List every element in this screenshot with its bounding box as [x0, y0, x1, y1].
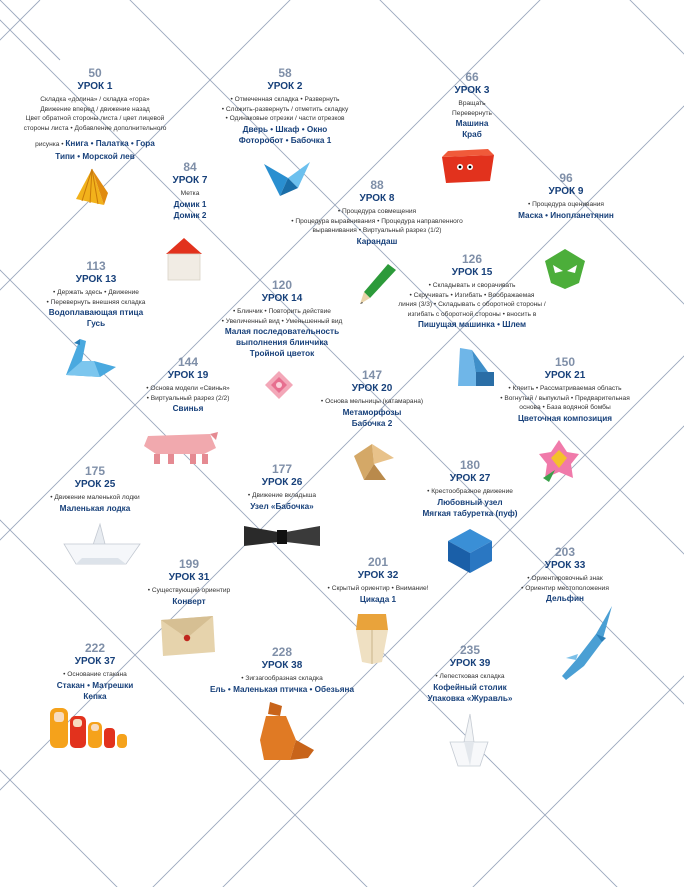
lesson-13	[47, 259, 146, 329]
nesting-dolls-figure	[48, 702, 130, 754]
lesson-20	[321, 368, 423, 429]
topic: • Крестообразное движение	[427, 488, 513, 495]
topic: стороны листа • Добавление дополнительного	[23, 124, 167, 132]
model-names: Фоторобот • Бабочка 1	[238, 135, 332, 145]
fan-figure	[70, 165, 114, 209]
lesson-title: УРОК 9	[548, 186, 584, 197]
lesson-19	[146, 355, 229, 414]
lesson-7	[173, 160, 208, 221]
cube-blue-figure	[446, 527, 494, 575]
model-names: Мягкая табуретка (пуф)	[422, 508, 518, 518]
topic: • Существующий ориентир	[147, 587, 231, 594]
cicada-figure	[352, 610, 392, 666]
topic: • Виртуальный разрез (2/2)	[146, 394, 230, 402]
model-names: Домик 2	[173, 210, 207, 220]
pencil-green-figure	[358, 262, 398, 306]
crab-red-figure	[438, 145, 498, 191]
model-names: Свинья	[172, 404, 204, 413]
lesson-title: УРОК 14	[261, 293, 303, 304]
lesson-title: УРОК 38	[261, 660, 303, 671]
helmet-blue-figure	[452, 346, 498, 390]
topic: • Скручивать • Изгибать • Воображаемая	[409, 291, 535, 299]
model-names: Конверт	[172, 596, 206, 606]
lesson-title: УРОК 20	[351, 383, 393, 394]
page-number: 180	[459, 458, 481, 472]
model-names: Домик 1	[173, 199, 207, 209]
topic: • Ориентир местоположения	[521, 584, 609, 592]
model-names: выполнения блинчика	[236, 338, 328, 347]
topic: • Ориентировочный знак	[527, 575, 603, 582]
lesson-1	[24, 66, 167, 162]
crane-white-figure	[444, 712, 494, 768]
model-names: Карандаш	[356, 236, 398, 246]
topic: • Зигзагообразная складка	[241, 675, 323, 682]
lesson-21	[500, 355, 630, 424]
topic: • Процедура оценивания	[527, 201, 605, 208]
topic: • Складывать и сворачивать	[428, 282, 516, 289]
lesson-15	[398, 252, 545, 330]
model-names: Дверь • Шкаф • Окно	[242, 124, 328, 134]
topic: • Сложить-развернуть / отметить складку	[221, 105, 349, 113]
topic: рисунка •	[35, 141, 66, 148]
page-number: 88	[370, 178, 384, 192]
lesson-title: УРОК 31	[168, 572, 210, 583]
lesson-14	[222, 278, 343, 359]
lesson-title: УРОК 13	[75, 274, 117, 285]
lesson-title: УРОК 32	[357, 570, 399, 581]
topic: • Лепестковая складка	[435, 673, 505, 680]
topic: Цвет обратной стороны листа / цвет лицевой	[25, 115, 165, 122]
page-number: 96	[559, 171, 573, 185]
page-number: 58	[278, 66, 292, 80]
page-number: 235	[459, 643, 481, 657]
lesson-title: УРОК 25	[74, 479, 116, 490]
lesson-title: УРОК 26	[261, 477, 303, 488]
model-names: Любовный узел	[437, 497, 503, 507]
model-names: Малая последовательность	[224, 327, 340, 336]
lesson-33	[521, 545, 609, 604]
topic: • Блинчик • Повторить действие	[233, 308, 331, 315]
model-names: Краб	[462, 130, 482, 139]
page-number: 150	[554, 355, 576, 369]
topic: Движение вперед / движение назад	[40, 105, 150, 113]
page-number: 84	[183, 160, 197, 174]
lesson-title: УРОК 2	[267, 81, 303, 92]
topic: • Основа модели «Свинья»	[146, 385, 230, 392]
topic: • Одинаковые отрезки / части отрезков	[225, 115, 345, 122]
lesson-title: УРОК 7	[172, 175, 208, 186]
topic: • Перевернуть внешняя складка	[46, 298, 146, 306]
topic: • Основа мельницы (катамарана)	[320, 398, 424, 405]
lesson-title: УРОК 19	[167, 370, 209, 381]
lesson-title: УРОК 33	[544, 560, 586, 571]
page-number: 201	[367, 555, 389, 569]
goose-blue-figure	[60, 337, 120, 379]
flower-pink-figure	[264, 370, 294, 400]
topic: линия (3/3) • Складывать с оборотной стороны /	[398, 301, 546, 308]
model-names: Узел «Бабочка»	[250, 501, 314, 511]
lesson-title: УРОК 21	[544, 370, 586, 381]
topic: • Держать здесь • Движение	[53, 289, 139, 296]
dolphin-figure	[556, 604, 616, 684]
page-number: 147	[361, 368, 383, 382]
page-number: 203	[554, 545, 576, 559]
model-names: Упаковка «Журавль»	[427, 693, 513, 703]
model-names: Пишущая машинка • Шлем	[417, 320, 527, 329]
topic: • Процедура выравнивания • Процедура направленного	[291, 217, 463, 225]
page-number: 113	[86, 259, 106, 273]
model-names: Бабочка 2	[351, 418, 393, 428]
topic: • Клеить • Рассматриваемая область	[508, 385, 622, 392]
lesson-title: УРОК 1	[77, 81, 113, 92]
lesson-38	[210, 645, 354, 695]
page-number: 120	[271, 278, 293, 292]
topic: • Движение вкладыша	[247, 492, 317, 499]
lesson-27	[422, 458, 517, 519]
topic: • Вогнутый / выпуклый • Предварительная	[500, 394, 630, 402]
butterfly-tan-figure	[350, 440, 396, 484]
lesson-title: УРОК 3	[454, 85, 490, 96]
monkey-orange-figure	[256, 700, 318, 762]
page-number: 144	[177, 355, 199, 369]
lesson-title: УРОК 37	[74, 656, 116, 667]
model-names: Маленькая лодка	[59, 503, 131, 513]
page-number: 228	[271, 645, 293, 659]
topic: Вращать	[458, 100, 486, 107]
model-names: Метаморфозы	[342, 407, 402, 417]
envelope-figure	[157, 614, 217, 658]
topic: • Увеличенный вид • Уменьшенный вид	[221, 317, 343, 325]
bird-blue-figure	[258, 158, 314, 202]
page-number: 177	[271, 462, 293, 476]
topic: • Скрытый ориентир • Внимание!	[327, 585, 429, 592]
model-names: Маска • Инопланетянин	[518, 210, 614, 220]
lesson-title: УРОК 39	[449, 658, 491, 669]
mask-green-figure	[543, 247, 587, 291]
model-names: Машина	[455, 119, 489, 128]
page-number: 50	[88, 66, 102, 80]
lesson-title: УРОК 8	[359, 193, 395, 204]
topic: • Процедура совмещения	[337, 208, 417, 215]
topic: выравнивания • Виртуальный разрез (1/2)	[312, 227, 442, 234]
topic: Складка «долина» / складка «гора»	[40, 96, 150, 103]
topic: • Отмеченная складка • Развернуть	[230, 96, 340, 103]
model-names: Дельфин	[546, 594, 584, 603]
page-number: 175	[84, 464, 106, 478]
model-names: Кепка	[83, 691, 107, 701]
lesson-9	[518, 171, 614, 221]
topic: Перевернуть	[452, 109, 492, 117]
lesson-title: УРОК 15	[451, 267, 493, 278]
model-names: Ель • Маленькая птичка • Обезьяна	[209, 684, 355, 694]
bow-tie-figure	[242, 522, 322, 550]
lesson-37	[57, 641, 133, 702]
pig-pink-figure	[140, 428, 220, 466]
boat-white-figure	[62, 522, 142, 568]
lesson-39	[428, 643, 513, 704]
model-names: Гусь	[86, 319, 106, 328]
page-number: 222	[84, 641, 106, 655]
model-names: Книга • Палатка • Гора	[65, 139, 155, 148]
page-number: 126	[461, 252, 483, 266]
lesson-31	[148, 557, 230, 607]
house-red-figure	[164, 236, 204, 282]
page-number: 199	[178, 557, 200, 571]
model-names: Тройной цветок	[249, 349, 315, 358]
lesson-25	[50, 464, 140, 514]
model-names: Кофейный столик	[433, 682, 507, 692]
lesson-32	[328, 555, 429, 605]
model-names: Цветочная композиция	[517, 413, 613, 423]
model-names: Водоплавающая птица	[48, 308, 144, 317]
lesson-title: УРОК 27	[449, 473, 491, 484]
model-names: Стакан • Матрешки	[56, 680, 134, 690]
lesson-2	[222, 66, 349, 146]
topic: основа • База водяной бомбы	[519, 404, 611, 411]
topic: • Движение маленькой лодки	[50, 494, 140, 501]
lesson-3	[452, 70, 492, 140]
topic: изгибать с оборотной стороны • вносить в	[407, 310, 537, 318]
page-number: 66	[465, 70, 479, 84]
topic: Метка	[180, 190, 200, 197]
topic: • Основание стакана	[63, 671, 127, 678]
model-names: Цикада 1	[359, 594, 397, 604]
model-names: Типи • Морской лев	[55, 152, 135, 161]
flower-composition-figure	[537, 438, 581, 482]
lesson-26	[248, 462, 316, 512]
